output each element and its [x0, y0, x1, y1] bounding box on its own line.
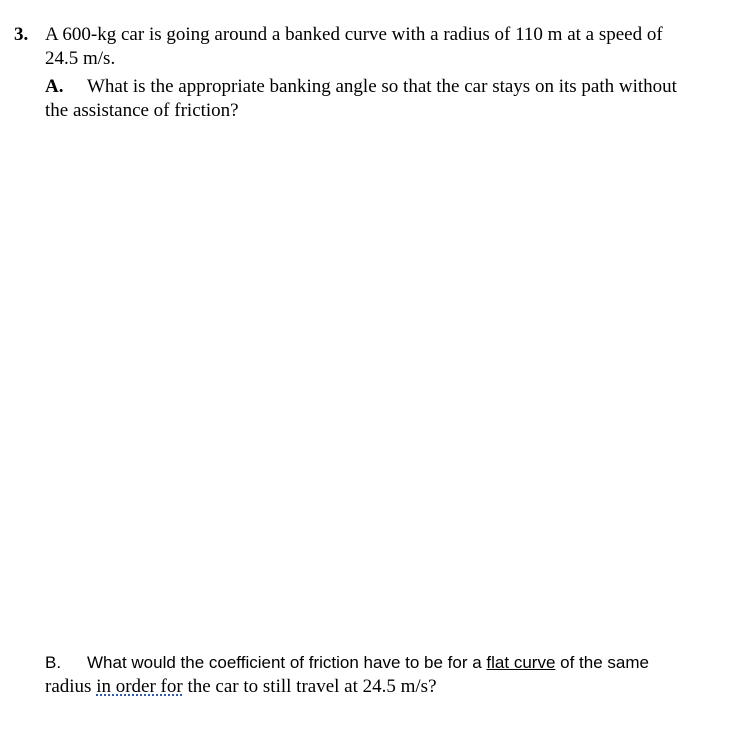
part-b-line2-pre: radius [45, 676, 97, 697]
problem-statement-line2: 24.5 m/s. [45, 48, 116, 69]
in-order-for-text: in order for [96, 676, 183, 697]
problem-statement-line1: A 600-kg car is going around a banked curve with a radius of 110 m at a speed of [45, 24, 663, 45]
part-a [45, 75, 713, 123]
flat-curve-text: flat curve [486, 653, 556, 672]
part-a-line1 [45, 75, 713, 99]
part-b-line2 [45, 675, 713, 699]
part-b-line2-post: the car to still travel at 24.5 m/s? [182, 676, 437, 697]
part-b-question-post: of the same [555, 653, 649, 672]
part-b-label: B. [45, 653, 62, 672]
part-a-question-line2: the assistance of friction? [45, 100, 239, 121]
part-a-label: A. [45, 76, 64, 97]
problem-number: 3. [14, 24, 29, 45]
part-b [45, 651, 713, 699]
problem-statement [45, 23, 710, 71]
part-b-line1 [45, 651, 713, 675]
part-b-question-pre: What would the coefficient of friction have to be for a [87, 653, 487, 672]
part-a-question-line1: What is the appropriate banking angle so that the car stays on its path without [87, 76, 677, 97]
